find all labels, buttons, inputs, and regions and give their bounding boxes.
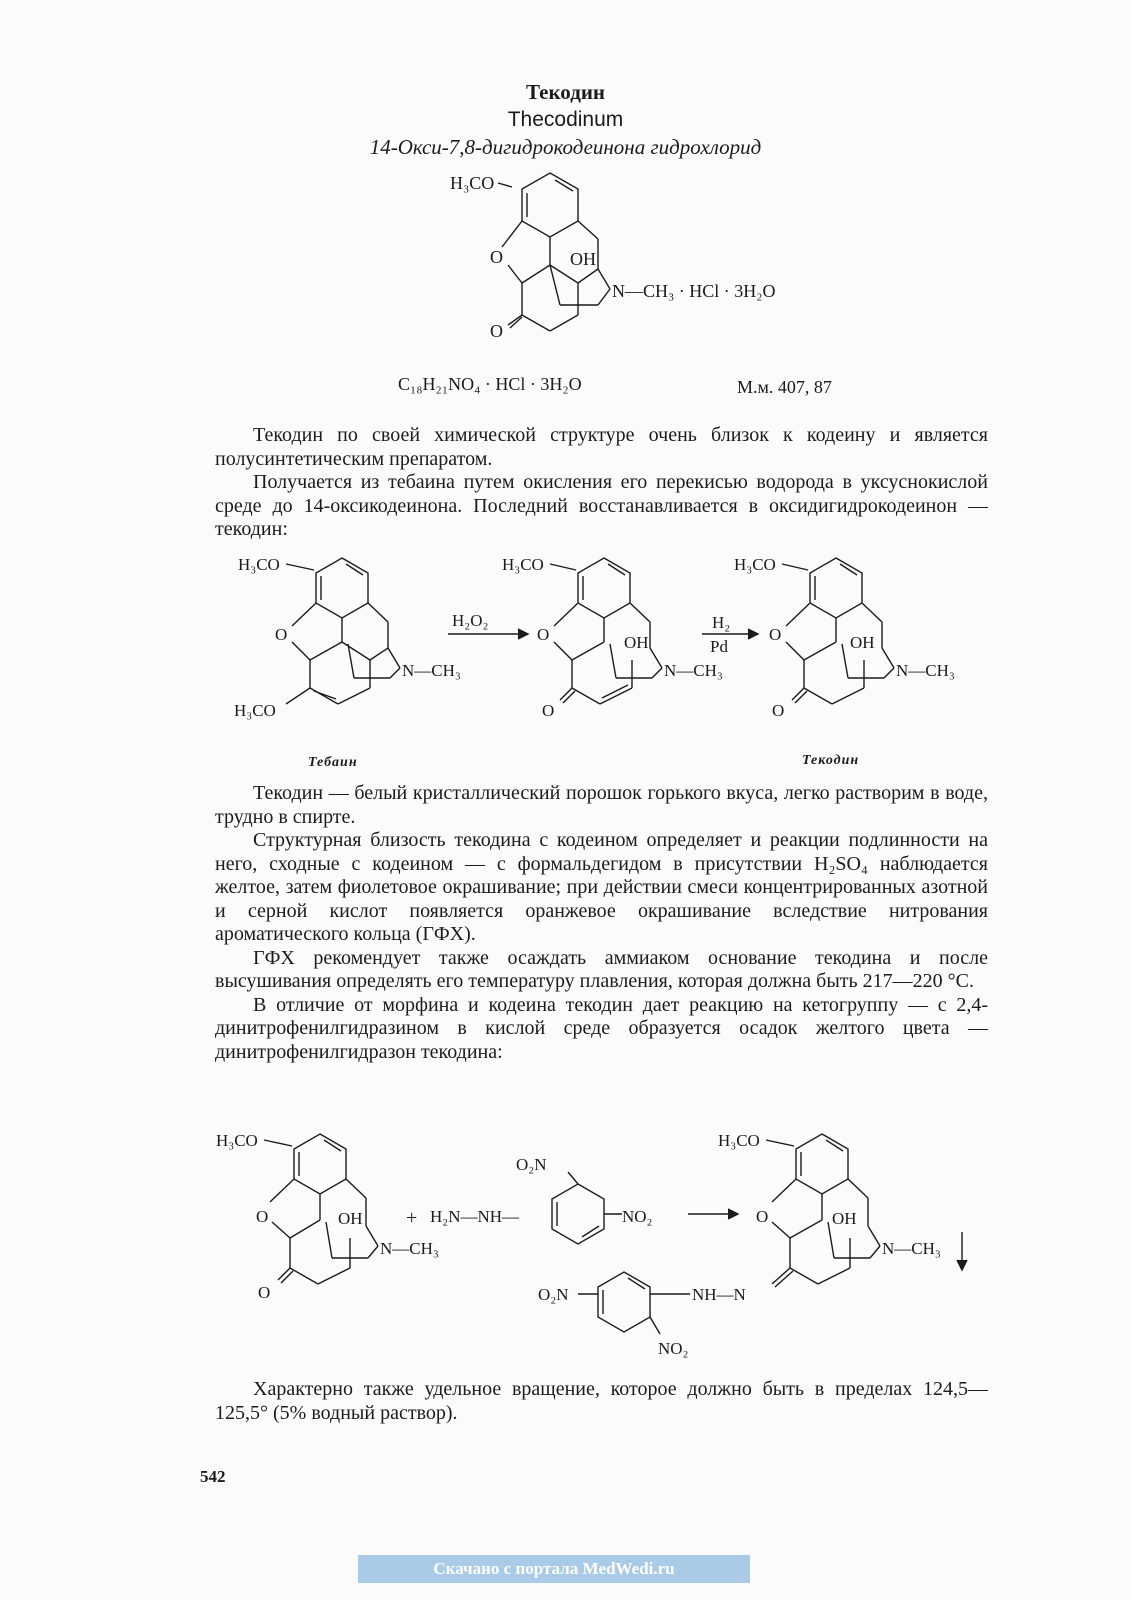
hydrazine-label: H₂N—NH— bbox=[430, 1207, 520, 1226]
methoxy-label-d: H₃CO bbox=[216, 1131, 258, 1150]
oxycodeinone-structure bbox=[502, 555, 723, 720]
page-title: Текодин bbox=[525, 80, 606, 104]
plus-sign: + bbox=[406, 1207, 418, 1229]
nitro-label-bottom: NO₂ bbox=[658, 1339, 689, 1358]
oxygen-label-d: O bbox=[256, 1207, 269, 1226]
ortho-nitro-label: O₂N bbox=[516, 1155, 547, 1174]
hydroxyl-label-c: OH bbox=[850, 633, 875, 652]
para-nitro-label: NO₂ bbox=[622, 1207, 653, 1226]
oxygen-label-e: O bbox=[756, 1207, 769, 1226]
paragraph-2: Получается из тебаина путем окисления его перекисью водорода в уксуснокислой среде до 14-оксикодеинона. Последний восстанавливается в оксидигидрокодеинон — текодин: bbox=[215, 471, 988, 540]
ether-oxygen: O bbox=[490, 247, 503, 267]
latin-title: Thecodinum bbox=[507, 108, 624, 131]
methoxy-label-c: H₃CO bbox=[734, 555, 776, 574]
methoxy-label-2: H₃CO bbox=[234, 701, 276, 720]
methoxy-label-b: H₃CO bbox=[502, 555, 544, 574]
dinitrophenylhydrazine bbox=[430, 1155, 652, 1244]
oxygen-label-c: O bbox=[769, 625, 782, 644]
text-block-1 bbox=[215, 424, 988, 542]
hydroxyl-label-b: OH bbox=[624, 633, 649, 652]
paragraph-7: Характерно также удельное вращение, которое должно быть в пределах 124,5—125,5° (5% водный раствор). bbox=[215, 1378, 988, 1424]
hydrazone-scheme bbox=[210, 1122, 990, 1372]
keto-label-d: O bbox=[258, 1283, 271, 1302]
tekodin-structure bbox=[430, 165, 830, 375]
methoxy-group: H₃CO bbox=[450, 173, 495, 193]
paragraph-5: ГФХ рекомендует также осаждать аммиаком основание текодина и после высушивания определять его температуру плавления, которая должна быть 217—220 °C. bbox=[215, 946, 988, 992]
amine-label-b: N—CH₃ bbox=[664, 661, 723, 680]
synthesis-scheme bbox=[230, 548, 990, 778]
dinitrophenyl-substituent bbox=[538, 1272, 746, 1358]
amine-label: N—CH₃ bbox=[402, 661, 461, 680]
keto-oxygen: O bbox=[490, 321, 503, 341]
hydroxyl-group: OH bbox=[570, 249, 596, 269]
paragraph-6: В отличие от морфина и кодеина текодин дает реакцию на кетогруппу — с 2,4-динитрофенилгидразином в кислой среде образуется осадок желтого цвета — динитрофенилгидразон текодина: bbox=[215, 993, 988, 1063]
reagent-h2: H₂ bbox=[712, 613, 731, 632]
download-banner[interactable]: Скачано с портала MedWedi.ru bbox=[358, 1555, 750, 1583]
hydrazone-link-label: NH—N bbox=[692, 1285, 746, 1304]
amine-label-d: N—CH₃ bbox=[380, 1239, 439, 1258]
paragraph-3: Текодин — белый кристаллический порошок горького вкуса, легко растворим в воде, трудно в спирте. bbox=[215, 782, 988, 828]
molar-mass: М.м. 407, 87 bbox=[737, 377, 832, 397]
text-block-3 bbox=[215, 1378, 988, 1425]
keto-label-b: O bbox=[542, 701, 555, 720]
paragraph-4: Структурная близость текодина с кодеином определяет и реакции подлинности на него, сходные с кодеином — с формальдегидом в присутствии H₂SO₄ наблюдается желтое, затем фиолетовое окрашивание; при действии смеси концентрированных азотной и серной кислот появляется оранжевое окрашивание вследствие нитрования ароматического кольца (ГФХ). bbox=[215, 829, 988, 945]
amine-label-e: N—CH₃ bbox=[882, 1239, 941, 1258]
page-number: 542 bbox=[200, 1467, 226, 1486]
reagent-pd: Pd bbox=[710, 637, 728, 656]
thebaine-structure bbox=[234, 555, 461, 720]
hydroxyl-label-e: OH bbox=[832, 1209, 857, 1228]
text-block-2 bbox=[215, 782, 988, 1064]
hydrazone-product bbox=[718, 1131, 941, 1287]
nitro-label-bottom-left: O₂N bbox=[538, 1285, 569, 1304]
tekodin-caption: Текодин bbox=[802, 753, 860, 768]
reagent-h2o2: H₂O₂ bbox=[452, 611, 489, 630]
amine-group: N—CH₃ · HCl · 3H₂O bbox=[612, 281, 776, 301]
thebaine-caption: Тебаин bbox=[308, 755, 358, 770]
amine-label-c: N—CH₃ bbox=[896, 661, 955, 680]
oxygen-label-b: O bbox=[537, 625, 550, 644]
methoxy-label: H₃CO bbox=[238, 555, 280, 574]
gross-formula: C₁₈H₂₁NO₄ · HCl · 3H₂O bbox=[398, 374, 582, 394]
oxygen-label: O bbox=[275, 625, 288, 644]
chemical-name: 14-Окси-7,8-дигидрокодеинона гидрохлорид bbox=[369, 135, 762, 159]
keto-label-c: O bbox=[772, 701, 785, 720]
paragraph-1: Текодин по своей химической структуре очень близок к кодеину и является полусинтетическим препаратом. bbox=[215, 424, 988, 470]
methoxy-label-e: H₃CO bbox=[718, 1131, 760, 1150]
tekodin-product-structure bbox=[734, 555, 955, 720]
hydroxyl-label-d: OH bbox=[338, 1209, 363, 1228]
